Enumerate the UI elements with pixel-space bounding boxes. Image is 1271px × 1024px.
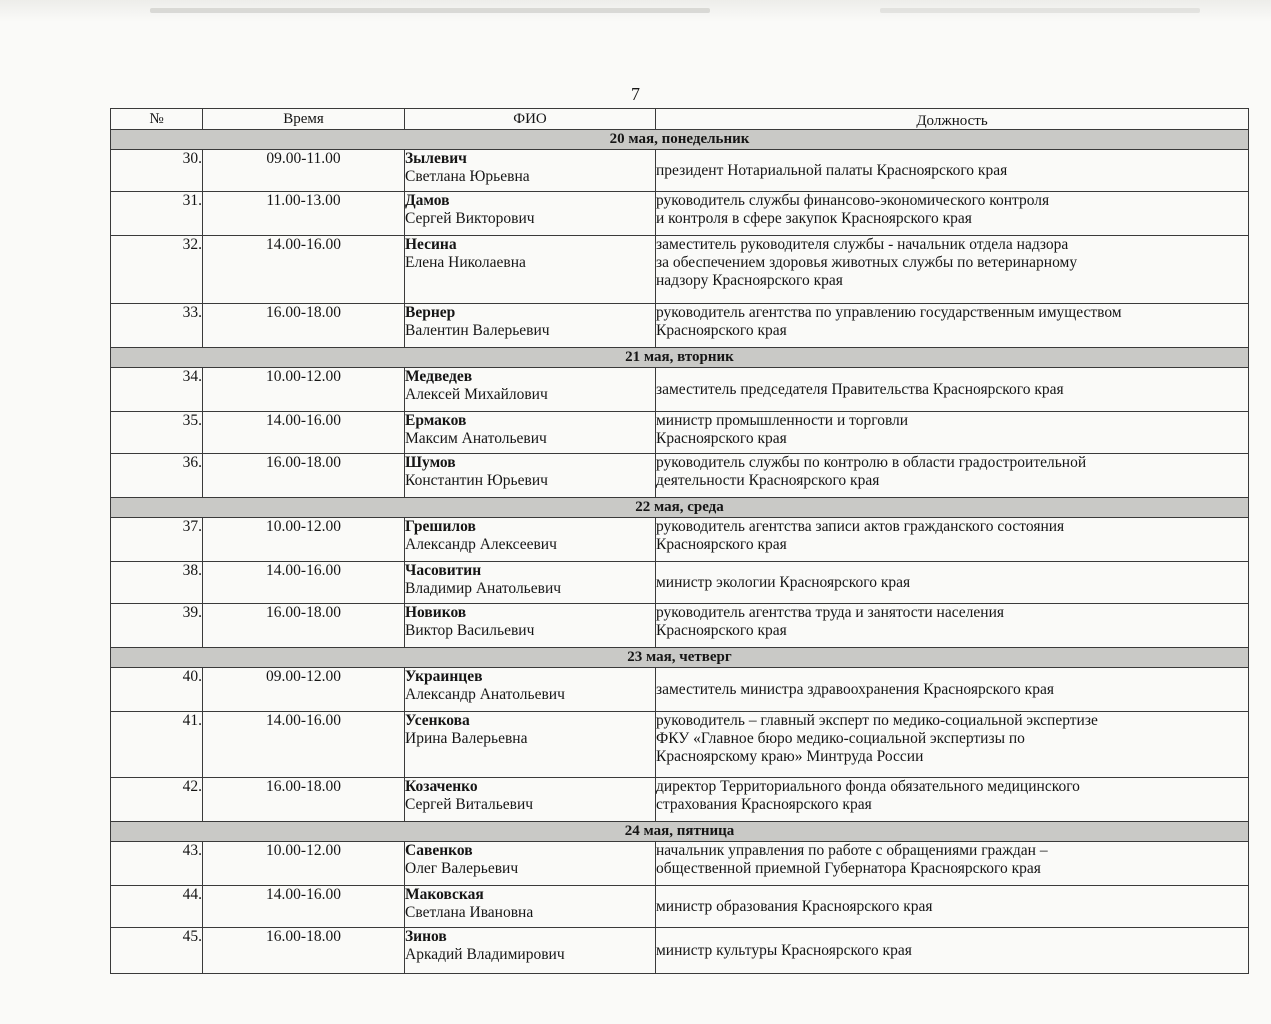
reception-time: 11.00-13.00 [203, 192, 405, 236]
official-position [656, 412, 1249, 454]
position-line: заместитель руководителя службы - начальник отдела надзора [656, 236, 1069, 253]
position-line: начальник управления по работе с обращениями граждан – [656, 842, 1048, 859]
official-surname: Вернер [405, 304, 456, 321]
reception-time: 09.00-11.00 [203, 150, 405, 192]
reception-time: 14.00-16.00 [203, 412, 405, 454]
official-position [656, 304, 1249, 348]
official-given-names: Александр Анатольевич [405, 686, 565, 703]
official-given-names: Светлана Ивановна [405, 904, 534, 921]
position-line: директор Территориального фонда обязательного медицинского [656, 778, 1080, 795]
official-fio [405, 304, 656, 348]
official-position [656, 454, 1249, 498]
official-position [656, 712, 1249, 778]
table-row [111, 368, 1249, 412]
position-line: Красноярского края [656, 536, 787, 553]
row-number: 31. [111, 192, 203, 236]
official-surname: Зинов [405, 928, 447, 945]
position-line: министр образования Красноярского края [656, 897, 933, 915]
official-given-names: Аркадий Владимирович [405, 946, 565, 963]
table-row [111, 454, 1249, 498]
row-number: 41. [111, 712, 203, 778]
column-header-position: Должность [656, 109, 1249, 130]
position-line: президент Нотариальной палаты Красноярского края [656, 161, 1008, 179]
official-given-names: Сергей Витальевич [405, 796, 534, 813]
scan-artifact [880, 8, 1200, 13]
reception-time: 16.00-18.00 [203, 928, 405, 974]
official-position [656, 886, 1249, 928]
position-line: за обеспечением здоровья животных службы по ветеринарному [656, 254, 1078, 271]
official-surname: Козаченко [405, 778, 478, 795]
official-surname: Часовитин [405, 562, 482, 579]
official-fio [405, 454, 656, 498]
official-position [656, 778, 1249, 822]
table-row [111, 412, 1249, 454]
official-fio [405, 518, 656, 562]
official-fio [405, 842, 656, 886]
official-fio [405, 562, 656, 604]
reception-time: 16.00-18.00 [203, 604, 405, 648]
position-line: руководитель службы финансово-экономического контроля [656, 192, 1050, 209]
official-given-names: Ирина Валерьевна [405, 730, 528, 747]
position-line: Красноярского края [656, 322, 787, 339]
row-number: 45. [111, 928, 203, 974]
table-row [111, 712, 1249, 778]
position-line: общественной приемной Губернатора Красноярского края [656, 860, 1041, 877]
official-fio [405, 928, 656, 974]
official-surname: Медведев [405, 368, 473, 385]
official-surname: Савенков [405, 842, 473, 859]
official-position [656, 368, 1249, 412]
row-number: 36. [111, 454, 203, 498]
official-given-names: Сергей Викторович [405, 210, 535, 227]
position-line: министр экологии Красноярского края [656, 573, 911, 591]
official-surname: Ермаков [405, 412, 467, 429]
official-given-names: Владимир Анатольевич [405, 580, 562, 597]
day-header-row [111, 648, 1249, 668]
position-line: руководитель – главный эксперт по медико-социальной экспертизе [656, 712, 1098, 729]
official-position [656, 604, 1249, 648]
official-given-names: Валентин Валерьевич [405, 322, 550, 339]
official-fio [405, 412, 656, 454]
table-row [111, 778, 1249, 822]
official-surname: Украинцев [405, 668, 483, 685]
row-number: 43. [111, 842, 203, 886]
table-row [111, 562, 1249, 604]
table-row [111, 518, 1249, 562]
official-surname: Несина [405, 236, 457, 253]
official-fio [405, 604, 656, 648]
position-line: Красноярского края [656, 622, 787, 639]
reception-time: 16.00-18.00 [203, 454, 405, 498]
official-fio [405, 236, 656, 304]
position-line: заместитель председателя Правительства Красноярского края [656, 380, 1064, 398]
position-line: руководитель агентства по управлению государственным имуществом [656, 304, 1122, 321]
row-number: 44. [111, 886, 203, 928]
day-header-row [111, 498, 1249, 518]
table-row [111, 886, 1249, 928]
table-row [111, 150, 1249, 192]
day-label: 22 мая, среда [111, 498, 1249, 518]
official-position [656, 928, 1249, 974]
official-position [656, 150, 1249, 192]
official-given-names: Константин Юрьевич [405, 472, 548, 489]
official-given-names: Алексей Михайлович [405, 386, 548, 403]
row-number: 32. [111, 236, 203, 304]
position-line: министр культуры Красноярского края [656, 941, 912, 959]
position-line: заместитель министра здравоохранения Красноярского края [656, 680, 1054, 698]
official-position [656, 236, 1249, 304]
table-row [111, 192, 1249, 236]
table-row [111, 668, 1249, 712]
row-number: 35. [111, 412, 203, 454]
position-line: и контроля в сфере закупок Красноярского края [656, 210, 972, 227]
column-header-time: Время [203, 109, 405, 130]
reception-time: 14.00-16.00 [203, 562, 405, 604]
reception-time: 16.00-18.00 [203, 778, 405, 822]
day-label: 24 мая, пятница [111, 822, 1249, 842]
official-fio [405, 368, 656, 412]
official-surname: Усенкова [405, 712, 470, 729]
official-position [656, 518, 1249, 562]
reception-time: 09.00-12.00 [203, 668, 405, 712]
official-surname: Новиков [405, 604, 467, 621]
reception-time: 10.00-12.00 [203, 518, 405, 562]
reception-time: 16.00-18.00 [203, 304, 405, 348]
table-row [111, 236, 1249, 304]
position-line: Красноярского края [656, 430, 787, 447]
official-fio [405, 668, 656, 712]
day-label: 23 мая, четверг [111, 648, 1249, 668]
table-row [111, 842, 1249, 886]
official-fio [405, 778, 656, 822]
reception-time: 14.00-16.00 [203, 236, 405, 304]
official-surname: Зылевич [405, 150, 467, 167]
official-fio [405, 192, 656, 236]
day-header-row [111, 822, 1249, 842]
official-surname: Маковская [405, 886, 484, 903]
row-number: 37. [111, 518, 203, 562]
column-header-fio: ФИО [405, 109, 656, 130]
reception-time: 14.00-16.00 [203, 712, 405, 778]
table-row [111, 304, 1249, 348]
official-surname: Грешилов [405, 518, 476, 535]
row-number: 39. [111, 604, 203, 648]
table-row [111, 928, 1249, 974]
official-given-names: Александр Алексеевич [405, 536, 557, 553]
row-number: 33. [111, 304, 203, 348]
position-line: ФКУ «Главное бюро медико-социальной экспертизы по [656, 730, 1025, 747]
row-number: 34. [111, 368, 203, 412]
row-number: 30. [111, 150, 203, 192]
reception-time: 10.00-12.00 [203, 368, 405, 412]
position-line: руководитель агентства труда и занятости населения [656, 604, 1005, 621]
reception-schedule-table [110, 108, 1249, 974]
position-line: руководитель агентства записи актов гражданского состояния [656, 518, 1065, 535]
position-line: министр промышленности и торговли [656, 412, 909, 429]
schedule-body [111, 130, 1249, 974]
reception-time: 10.00-12.00 [203, 842, 405, 886]
row-number: 38. [111, 562, 203, 604]
official-surname: Шумов [405, 454, 456, 471]
official-position [656, 562, 1249, 604]
official-position [656, 192, 1249, 236]
day-header-row [111, 130, 1249, 150]
official-fio [405, 150, 656, 192]
official-given-names: Олег Валерьевич [405, 860, 519, 877]
official-given-names: Светлана Юрьевна [405, 168, 530, 185]
page-number: 7 [631, 84, 640, 104]
table-row [111, 604, 1249, 648]
day-label: 20 мая, понедельник [111, 130, 1249, 150]
official-surname: Дамов [405, 192, 450, 209]
day-label: 21 мая, вторник [111, 348, 1249, 368]
table-header-row [111, 109, 1249, 130]
position-line: страхования Красноярского края [656, 796, 872, 813]
day-header-row [111, 348, 1249, 368]
position-line: надзору Красноярского края [656, 272, 843, 289]
row-number: 42. [111, 778, 203, 822]
official-given-names: Максим Анатольевич [405, 430, 547, 447]
official-given-names: Елена Николаевна [405, 254, 526, 271]
official-fio [405, 712, 656, 778]
position-line: деятельности Красноярского края [656, 472, 880, 489]
official-position [656, 842, 1249, 886]
position-line: руководитель службы по контролю в области градостроительной [656, 454, 1087, 471]
position-line: Красноярскому краю» Минтруда России [656, 748, 924, 765]
official-given-names: Виктор Васильевич [405, 622, 535, 639]
row-number: 40. [111, 668, 203, 712]
official-fio [405, 886, 656, 928]
official-position [656, 668, 1249, 712]
reception-time: 14.00-16.00 [203, 886, 405, 928]
scan-artifact [150, 8, 710, 13]
column-header-number: № [111, 109, 203, 130]
